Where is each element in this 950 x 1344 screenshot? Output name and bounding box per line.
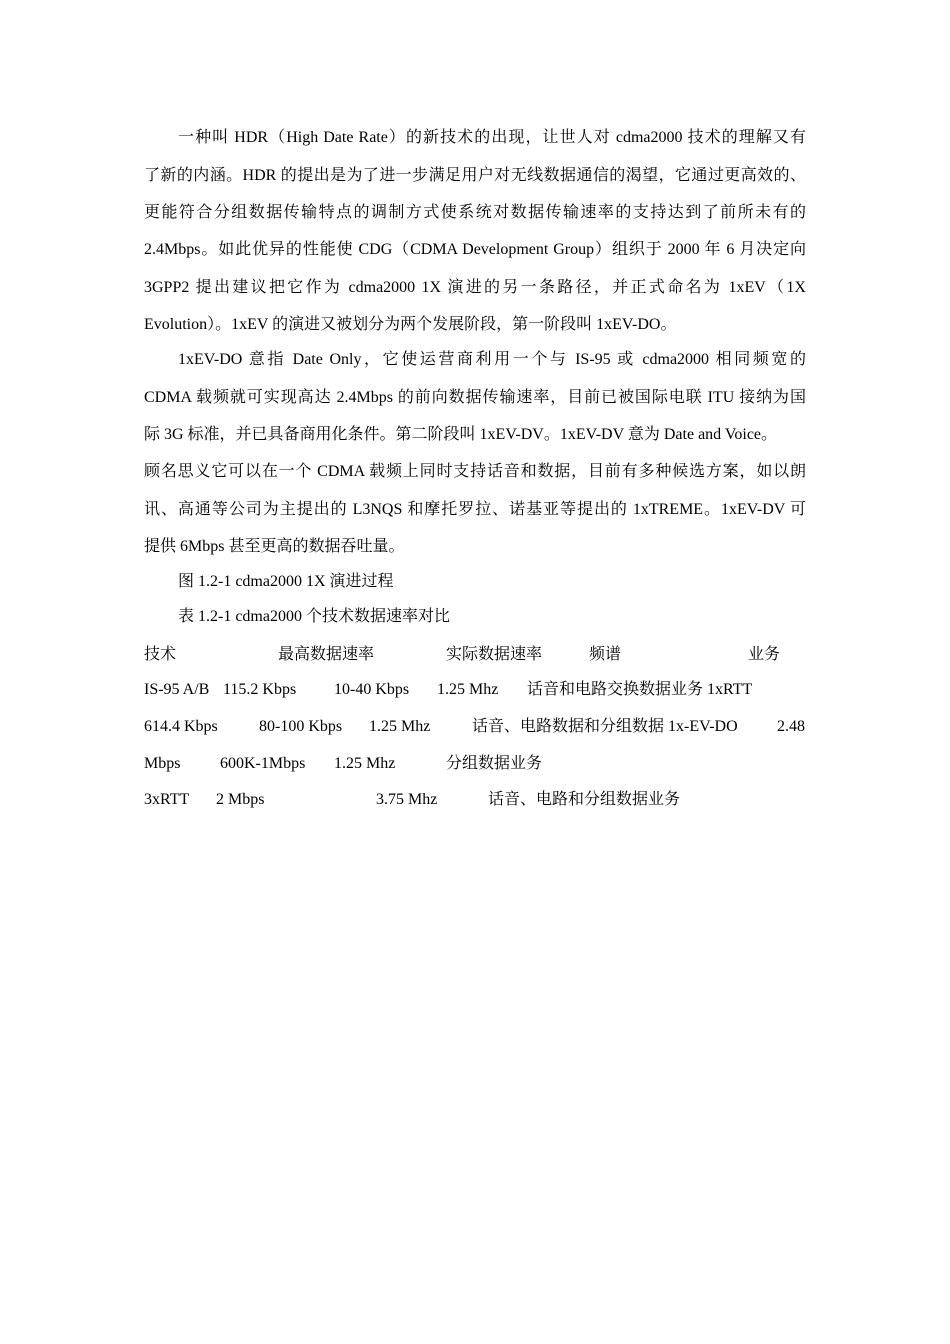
paragraph-line: 更能符合分组数据传输特点的调制方式使系统对数据传输速率的支持达到了前所未有的 <box>144 204 806 221</box>
table-header-cell: 频谱 <box>589 646 622 663</box>
paragraph-line: 了新的内涵。HDR 的提出是为了进一步满足用户对无线数据通信的渴望，它通过更高效的、 <box>144 167 806 184</box>
table-header-cell: 实际数据速率 <box>446 646 543 663</box>
table-cell: 3xRTT <box>144 791 190 808</box>
table-cell: 3.75 Mhz <box>376 791 438 808</box>
paragraph-line: 提供 6Mbps 甚至更高的数据吞吐量。 <box>144 538 405 555</box>
table-cell: 115.2 Kbps <box>223 681 297 698</box>
table-cell: 1.25 Mhz <box>369 718 431 735</box>
table-cell: 80-100 Kbps <box>259 718 343 735</box>
paragraph-line: 1xEV-DO 意指 Date Only，它使运营商利用一个与 IS-95 或 cdma2000 相同频宽的 <box>178 351 806 368</box>
table-cell: 1.25 Mhz <box>334 755 396 772</box>
table-cell: 话音、电路和分组数据业务 <box>488 791 681 808</box>
table-cell: 614.4 Kbps <box>144 718 218 735</box>
paragraph-line: 3GPP2 提出建议把它作为 cdma2000 1X 演进的另一条路径，并正式命名为 1xEV（1X <box>144 279 806 296</box>
table-cell: 1.25 Mhz <box>437 681 499 698</box>
table-cell: 话音和电路交换数据业务 1xRTT <box>527 681 753 698</box>
table-header-cell: 技术 <box>144 646 177 663</box>
paragraph-line: 一种叫 HDR（High Date Rate）的新技术的出现，让世人对 cdma2000 技术的理解又有 <box>178 129 806 146</box>
table-cell: 分组数据业务 <box>446 755 543 772</box>
paragraph-line: 际 3G 标准，并已具备商用化条件。第二阶段叫 1xEV-DV。1xEV-DV 意为 Date and Voice。 <box>144 426 778 443</box>
table-header-cell: 业务 <box>748 646 781 663</box>
figure-caption: 图 1.2-1 cdma2000 1X 演进过程 <box>178 573 394 590</box>
table-cell: 话音、电路数据和分组数据 1x-EV-DO <box>472 718 738 735</box>
table-caption: 表 1.2-1 cdma2000 个技术数据速率对比 <box>178 608 450 625</box>
table-cell: IS-95 A/B <box>144 681 210 698</box>
paragraph-line: 讯、高通等公司为主提出的 L3NQS 和摩托罗拉、诺基亚等提出的 1xTREME。1xEV-DV 可 <box>144 501 806 518</box>
table-cell: Mbps <box>144 755 181 772</box>
table-cell: 2 Mbps <box>216 791 265 808</box>
paragraph-line: 2.4Mbps。如此优异的性能使 CDG（CDMA Development Group）组织于 2000 年 6 月决定向 <box>144 241 806 258</box>
table-cell: 10-40 Kbps <box>334 681 410 698</box>
table-cell: 2.48 <box>777 718 805 735</box>
paragraph-line: Evolution）。1xEV 的演进又被划分为两个发展阶段，第一阶段叫 1xEV-DO。 <box>144 316 677 333</box>
table-cell: 600K-1Mbps <box>220 755 306 772</box>
table-header-cell: 最高数据速率 <box>278 646 375 663</box>
paragraph-line: CDMA 载频就可实现高达 2.4Mbps 的前向数据传输速率，目前已被国际电联 ITU 接纳为国 <box>144 389 806 406</box>
paragraph-line: 顾名思义它可以在一个 CDMA 载频上同时支持话音和数据，目前有多种候选方案，如以朗 <box>144 463 806 480</box>
